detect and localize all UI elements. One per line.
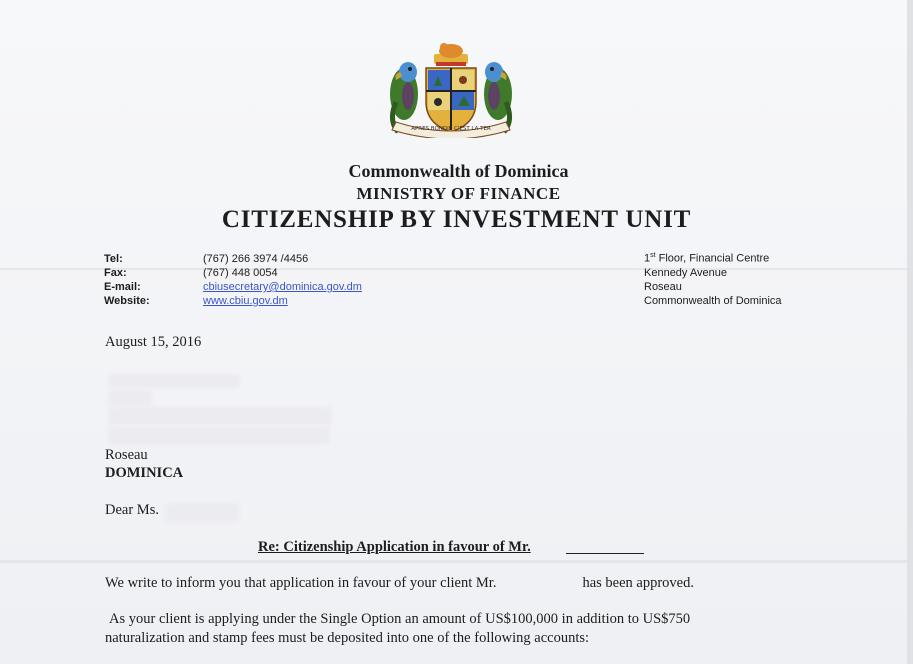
address-floor: 1st Floor, Financial Centre bbox=[644, 252, 770, 265]
email-label: E-mail: bbox=[104, 281, 141, 293]
svg-text:APRES BONDIE C'EST LA TER: APRES BONDIE C'EST LA TER bbox=[411, 126, 491, 132]
lion-crest-icon bbox=[434, 43, 468, 66]
redacted-recipient-name bbox=[108, 374, 240, 388]
payment-paragraph-line2: naturalization and stamp fees must be deposited into one of the following accounts: bbox=[105, 630, 590, 646]
website-link[interactable]: www.cbiu.gov.dm bbox=[203, 295, 288, 307]
country-heading: Commonwealth of Dominica bbox=[348, 161, 569, 181]
tel-value: (767) 266 3974 /4456 bbox=[203, 253, 309, 265]
office-address bbox=[644, 249, 782, 308]
contact-values bbox=[203, 252, 362, 308]
page-edge bbox=[907, 0, 913, 664]
address-street: Kennedy Avenue bbox=[644, 266, 727, 279]
email-link[interactable]: cbiusecretary@dominica.gov.dm bbox=[203, 281, 362, 293]
redacted-recipient-line bbox=[108, 390, 152, 406]
recipient-country: DOMINICA bbox=[105, 465, 184, 481]
redacted-recipient-address bbox=[108, 427, 330, 445]
recipient-city: Roseau bbox=[105, 447, 148, 463]
unit-heading: CITIZENSHIP BY INVESTMENT UNIT bbox=[221, 206, 692, 233]
left-parrot-icon bbox=[390, 62, 418, 132]
letter-date: August 15, 2016 bbox=[105, 334, 202, 350]
fold-line bbox=[0, 560, 913, 563]
ministry-heading: MINISTRY OF FINANCE bbox=[356, 184, 561, 203]
subject-underline bbox=[566, 553, 644, 554]
address-country: Commonwealth of Dominica bbox=[644, 294, 782, 307]
payment-paragraph-line1: As your client is applying under the Single Option an amount of US$100,000 in addition to US$750 bbox=[109, 611, 691, 627]
shield-icon bbox=[426, 68, 476, 132]
fax-label: Fax: bbox=[104, 267, 127, 279]
salutation: Dear Ms. bbox=[105, 502, 159, 518]
right-parrot-icon bbox=[484, 62, 512, 132]
redacted-recipient-address bbox=[108, 407, 332, 425]
website-label: Website: bbox=[104, 295, 150, 307]
approval-paragraph: We write to inform you that application in favour of your client Mr. has been approved. bbox=[105, 575, 694, 591]
fax-value: (767) 448 0054 bbox=[203, 267, 278, 279]
tel-label: Tel: bbox=[104, 253, 123, 265]
coat-of-arms-crest bbox=[378, 42, 524, 138]
contact-labels bbox=[104, 252, 150, 308]
address-city: Roseau bbox=[644, 280, 682, 293]
redacted-salutation-name bbox=[165, 503, 239, 522]
subject-line: Re: Citizenship Application in favour of Mr. bbox=[258, 539, 531, 555]
